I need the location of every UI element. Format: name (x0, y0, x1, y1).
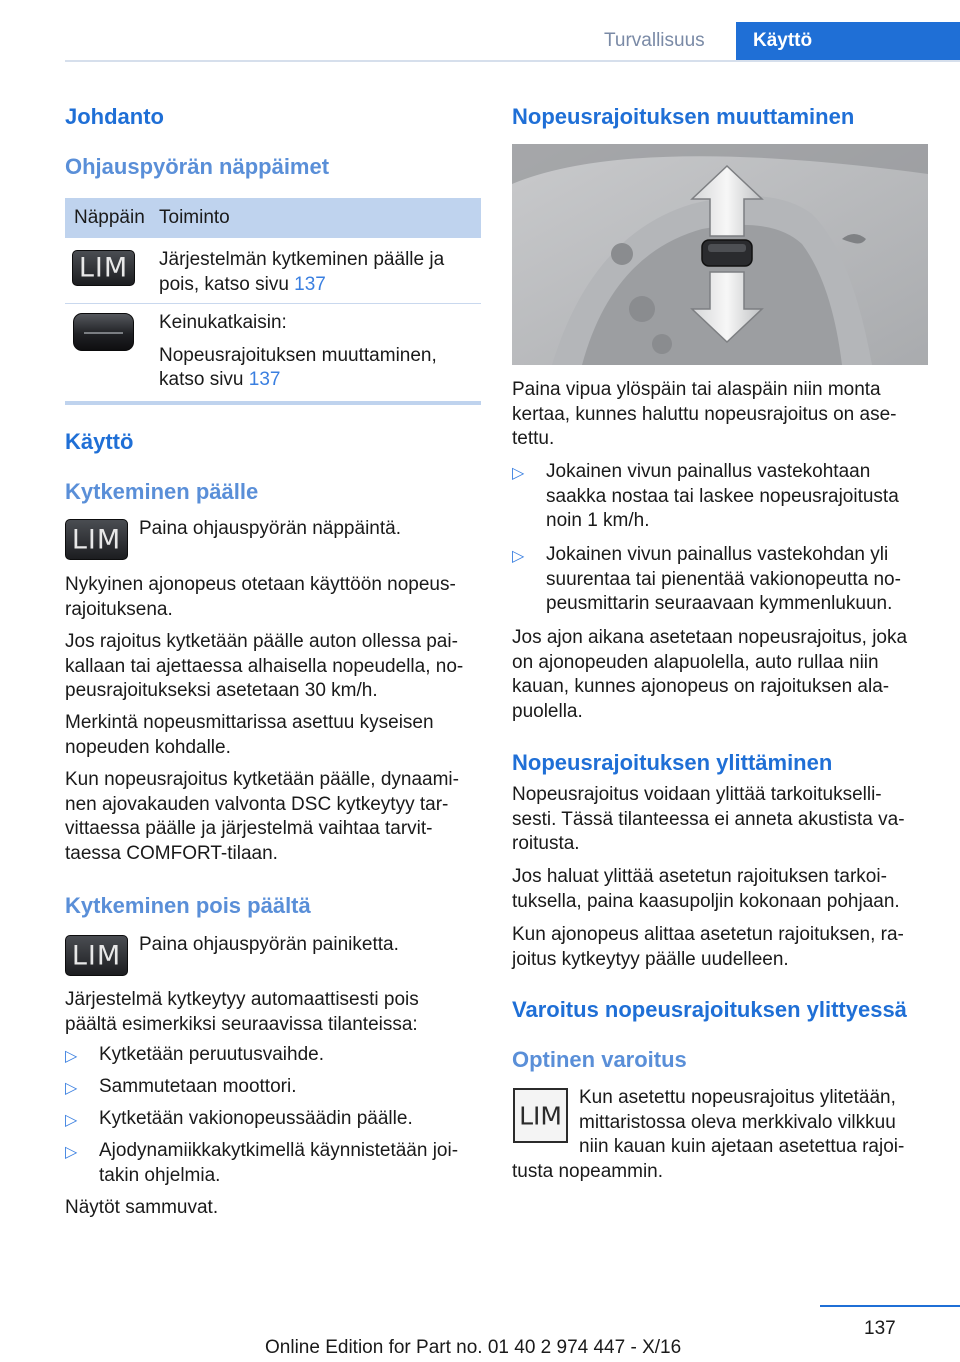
list-item: Sammutetaan moottori. (99, 1076, 297, 1097)
list-item: Jokainen vivun painallus vastekohtaan saakka nostaa tai laskee nopeusrajoitusta noin 1 km/h. (546, 461, 899, 531)
footer-rule (820, 1305, 960, 1307)
page-link[interactable]: 137 (248, 369, 281, 390)
bullet-icon: ▷ (65, 1112, 78, 1129)
paragraph: Jos rajoitus kytketään päälle auton ollessa pai- kallaan tai ajettaessa alhaisella nopeudella, no- peusrajoitukseksi asetetaan 30 km/h. (65, 631, 464, 701)
table-header (65, 198, 481, 238)
paragraph: Näytöt sammuvat. (65, 1197, 219, 1218)
header-chapter-tab: Käyttö (736, 22, 960, 61)
paragraph: Nykyinen ajonopeus otetaan käyttöön nopeus- rajoituksena. (65, 574, 456, 620)
table-row-1-text: Järjestelmän kytkeminen päälle ja pois, katso sivu 137 (159, 249, 445, 295)
switch-on-instruction: Paina ohjauspyörän näppäintä. (139, 518, 401, 539)
bullet-icon: ▷ (65, 1048, 78, 1065)
exceed-limit-heading: Nopeusrajoituksen ylittäminen (512, 750, 833, 775)
lim-button-icon: LIM (65, 935, 128, 976)
paragraph: tusta nopeammin. (512, 1161, 664, 1182)
paragraph: Nopeusrajoitus voidaan ylittää tarkoitukselli- sesti. Tässä tilanteessa ei anneta akustista va- roitusta. (512, 784, 905, 854)
header-section-label: Turvallisuus (604, 30, 705, 51)
table-row-divider (65, 303, 481, 304)
steering-wheel-rocker-photo (512, 144, 928, 365)
list-item: Jokainen vivun painallus vastekohdan yli suurentaa tai pienentää vakionopeutta no- peusmittarin seuraavaan kymmenlukuun. (546, 544, 901, 614)
rocker-switch-icon (73, 313, 134, 351)
switch-off-heading: Kytkeminen pois päältä (65, 893, 311, 918)
switch-on-heading: Kytkeminen päälle (65, 479, 259, 504)
header-rule (65, 60, 960, 62)
keys-heading: Ohjauspyörän näppäimet (65, 154, 330, 179)
lim-indicator-icon: LIM (513, 1088, 568, 1143)
paragraph: Järjestelmä kytkeytyy automaattisesti pois päältä esimerkiksi seuraavissa tilanteissa: (65, 989, 419, 1035)
page-number: 137 (864, 1318, 896, 1339)
lim-button-icon: LIM (72, 250, 135, 286)
paragraph: Merkintä nopeusmittarissa asettuu kyseisen nopeuden kohdalle. (65, 712, 434, 758)
switch-off-instruction: Paina ohjauspyörän painiketta. (139, 934, 399, 955)
table-col-function: Toiminto (159, 207, 230, 228)
table-row-2-text: Keinukatkaisin: Nopeusrajoituksen muuttaminen, katso sivu 137 (159, 312, 437, 390)
paragraph: Kun nopeusrajoitus kytketään päälle, dynaami- nen ajovakauden valvonta DSC kytkeytyy tar- vittaessa päälle ja järjestelmä vaihtaa tarvit- taessa COMFORT-tilaan. (65, 769, 459, 864)
edition-note: Online Edition for Part no. 01 40 2 974 447 - X/16 (265, 1337, 682, 1358)
paragraph: Jos haluat ylittää asetetun rajoituksen tarkoi- tuksella, paina kaasupoljin kokonaan pohjaan. (512, 866, 900, 912)
bullet-icon: ▷ (65, 1144, 78, 1161)
table-col-key: Näppäin (74, 207, 145, 228)
limit-warning-heading: Varoitus nopeusrajoituksen ylittyessä (512, 997, 907, 1022)
usage-heading: Käyttö (65, 429, 134, 454)
bullet-icon: ▷ (512, 548, 525, 565)
optical-warning-heading: Optinen varoitus (512, 1047, 687, 1072)
table-end-rule (65, 401, 481, 405)
paragraph: Kun ajonopeus alittaa asetetun rajoituksen, ra- joitus kytkeytyy päälle uudelleen. (512, 924, 904, 970)
page-link[interactable]: 137 (294, 273, 326, 295)
list-item: Kytketään vakionopeussäädin päälle. (99, 1108, 413, 1129)
change-limit-heading: Nopeusrajoituksen muuttaminen (512, 104, 855, 129)
bullet-icon: ▷ (512, 465, 525, 482)
list-item: Ajodynamiikkakytkimellä käynnistetään joi- takin ohjelmia. (99, 1140, 459, 1186)
paragraph: Kun asetettu nopeusrajoitus ylitetään, mittaristossa oleva merkkivalo vilkkuu niin kauan kuin ajetaan asetettua rajoi- (579, 1087, 905, 1157)
intro-heading: Johdanto (65, 104, 164, 129)
lim-button-icon: LIM (65, 519, 128, 560)
paragraph: Paina vipua ylöspäin tai alaspäin niin monta kertaa, kunnes haluttu nopeusrajoitus on ase- tettu. (512, 379, 897, 449)
list-item: Kytketään peruutusvaihde. (99, 1044, 324, 1065)
bullet-icon: ▷ (65, 1080, 78, 1097)
paragraph: Jos ajon aikana asetetaan nopeusrajoitus, joka on ajonopeuden alapuolella, auto rullaa niin kauan, kunnes ajonopeus on rajoituksen ala- puolella. (512, 627, 908, 722)
